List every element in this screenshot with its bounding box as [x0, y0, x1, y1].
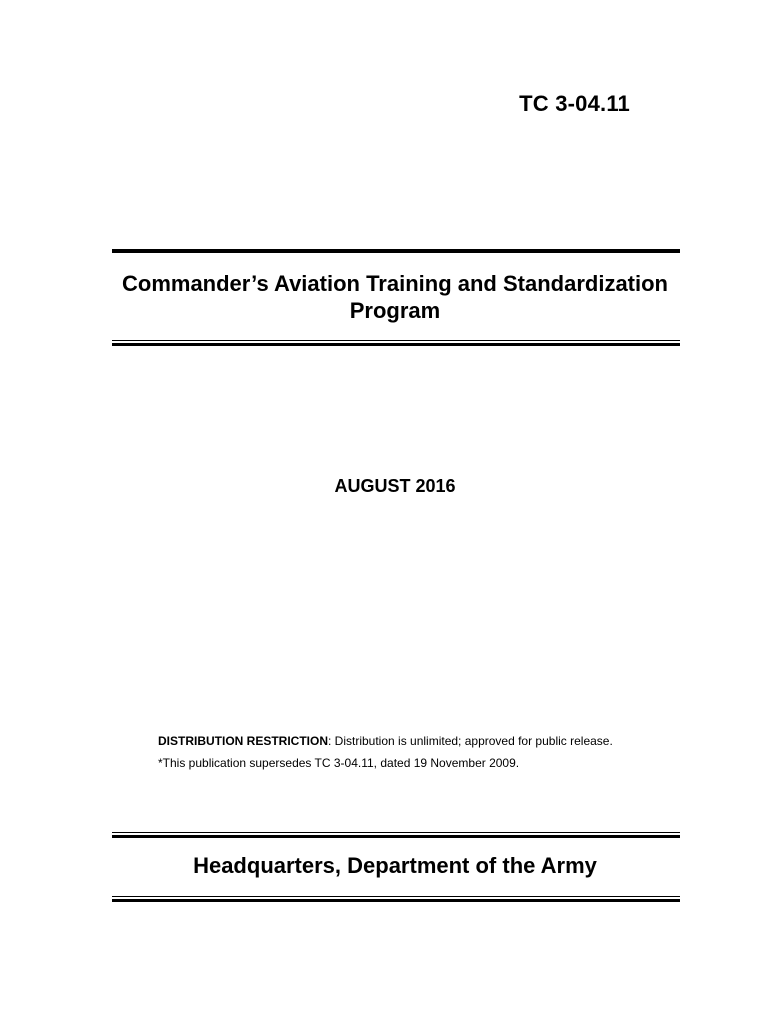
- distribution-notice: [158, 730, 698, 774]
- issuing-authority: Headquarters, Department of the Army: [193, 853, 597, 878]
- document-title-line-1: Commander’s Aviation Training and Standardization: [122, 271, 668, 296]
- supersedes-note: *This publication supersedes TC 3-04.11, dated 19 November 2009.: [158, 756, 520, 770]
- distribution-restriction-text: : Distribution is unlimited; approved for public release.: [328, 734, 613, 748]
- document-title: [100, 270, 690, 324]
- publication-number: TC 3-04.11: [519, 91, 630, 116]
- title-bottom-rule: [112, 340, 680, 346]
- distribution-restriction-line: [158, 730, 698, 752]
- issuer-top-rule: [112, 832, 680, 838]
- publication-date: AUGUST 2016: [334, 476, 456, 496]
- issuer-bottom-rule: [112, 896, 680, 902]
- document-title-line-2: Program: [349, 298, 441, 323]
- distribution-restriction-label: DISTRIBUTION RESTRICTION: [158, 734, 328, 748]
- title-top-rule: [112, 249, 680, 253]
